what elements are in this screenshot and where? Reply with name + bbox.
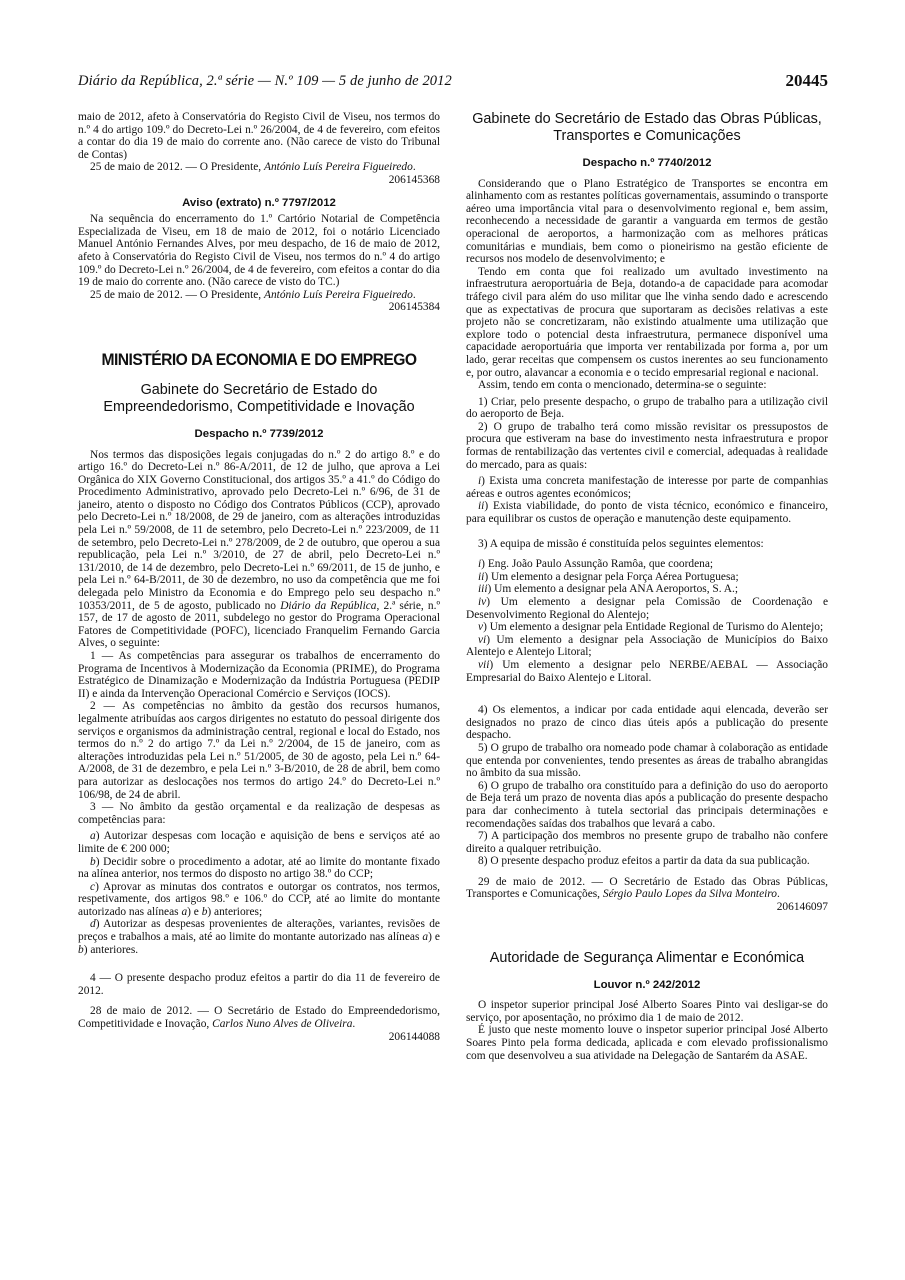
text-run-italic: Diário da República [280,599,377,612]
paragraph: 8) O presente despacho produz efeitos a partir da data da sua publicação. [478,855,810,868]
reference-number: 206146097 [776,901,828,914]
despacho-title: Despacho n.º 7740/2012 [582,157,712,169]
reference-number: 206144088 [388,1030,440,1043]
signature-line [78,1005,440,1030]
item-text: ) e [187,905,202,918]
list-item [78,856,440,881]
item-label: vi [478,633,487,646]
page-header [78,73,828,95]
paragraph: 2 — As competências no âmbito da gestão dos recursos humanos, legalmente atribuídas aos cargos dirigentes no estatuto do pessoal dirigente dos serviços e organismos da administração central, regional e local do Estado, nos termos do n.º 2 do artigo 7.º da Lei n.º 2/2004, de 15 de janeiro, com as alterações introduzidas pela Lei n.º 51/2005, de 30 de agosto, pela Lei n.º 64-A/2008, de 31 de dezembro, e pela Lei n.º 3-B/2010, de 28 de abril, bem como para autorizar as deslocações nos termos do artigo 24.º do Decreto-Lei n.º 106/98, de 24 de abril. [78,700,440,801]
paragraph: 5) O grupo de trabalho ora nomeado pode chamar à colaboração as entidade que entenda por convenientes, tendo presentes as áreas de trabalho abrangidas no âmbito da sua missão. [466,741,828,780]
paragraph: 1) Criar, pelo presente despacho, o grupo de trabalho para a utilização civil do aeroporto de Beja. [466,395,828,421]
signature-end: . [777,888,780,901]
item-label: vii [478,658,490,671]
page-number: 20445 [785,71,828,90]
paragraph: 6) O grupo de trabalho ora constituído para a definição do uso do aeroporto de Beja terá um prazo de noventa dias após a publicação do presente despacho para dar conhecimento à tutela sectorial das principais determinações e recomendações saídas dos trabalhos que levará a cabo. [466,779,828,830]
list-item [466,596,828,621]
reference-number: 206145384 [388,301,440,314]
ministry-heading: MINISTÉRIO DA ECONOMIA E DO EMPREGO [101,349,417,369]
item-text: ) anteriores; [207,905,263,918]
list-item [466,583,828,596]
item-text: ) Um elemento a designar pela ANA Aeroportos, S. A.; [487,583,739,596]
item-ref: b [201,905,208,918]
item-text: ) Um elemento a designar pela Entidade Regional de Turismo do Alentejo; [483,621,824,634]
item-text: ) Decidir sobre o procedimento a adotar, até ao limite do montante fixado na alínea anterior, nos termos do disposto no artigo 38.º do CCP; [78,855,440,881]
item-label: i [478,475,482,488]
item-text: ) Um elemento a designar pela Força Aérea Portuguesa; [484,570,739,583]
paragraph: É justo que neste momento louve o inspetor superior principal José Alberto Soares Pinto pela forma dedicada, aplicada e com elevado profissionalismo com que desenvolveu a sua atividade na Delegação de Santarém da ASAE. [466,1024,828,1062]
item-text: ) Um elemento a designar pelo NERBE/AEBAL — Associação Empresarial do Baixo Alentejo e Litoral. [466,658,828,684]
signatory-name: Sérgio Paulo Lopes da Silva Monteiro [602,888,778,901]
list-item [466,475,828,500]
paragraph: 3 — No âmbito da gestão orçamental e da realização de despesas as competências para: [78,801,440,826]
list-item [78,918,440,956]
item-ref: a [422,931,429,944]
reference-number: 206145368 [388,173,440,186]
despacho-title: Despacho n.º 7739/2012 [194,427,324,440]
item-label: ii [478,570,485,583]
list-item [466,621,828,634]
paragraph: Na sequência do encerramento do 1.º Cartório Notarial de Competência Especializada de Viseu, em 18 de maio de 2012, foi o notário Licenciado Manuel António Fernandes Alves, por meu despacho, de 16 de maio de 2012, afeto à Conservatória do Registo Civil de Viseu, nos termos do n.º 4 do artigo 109.º do Decreto-Lei n.º 26/2004, de 4 de fevereiro, com efeitos a contar do dia 19 de maio do corrente ano. (Não carece de visto do TC.) [78,213,440,289]
right-column [466,111,828,1062]
paragraph: maio de 2012, afeto à Conservatória do Registo Civil de Viseu, nos termos do n.º 4 do artigo 109.º do Decreto-Lei n.º 26/2004, de 4 de fevereiro, com efeitos a contar do dia 19 de maio do corrente ano. (Não carece de visto do Tribunal de Contas) [78,111,440,161]
signature-end: . [412,288,416,301]
item-text: ) Um elemento a designar pela Comissão de Coordenação e Desenvolvimento Regional do Alentejo; [466,596,828,621]
item-label: iii [478,583,488,596]
gabinete-heading: Gabinete do Secretário de Estado das Obras Públicas, Transportes e Comunicações [472,111,822,144]
list-item [78,881,440,919]
signature-line [78,289,440,302]
signatory-name: António Luís Pereira Figueiredo [264,161,413,174]
item-text: ) Eng. João Paulo Assunção Ramôa, que coordena; [481,558,714,571]
signature-line [466,876,828,901]
paragraph: 4) Os elementos, a indicar por cada entidade aqui elencada, deverão ser designados no prazo de cinco dias úteis após a publicação do presente despacho. [466,704,828,742]
item-text: ) Autorizar as despesas provenientes de alterações, variantes, revisões de preços e trabalhos a mais, até ao limite do montante autorizado nas alíneas [78,918,440,944]
signatory-name: Carlos Nuno Alves de Oliveira [212,1018,353,1031]
paragraph: O inspetor superior principal José Alberto Soares Pinto vai desligar-se do serviço, por aposentação, no próximo dia 1 de maio de 2012. [466,999,828,1024]
item-label: i [478,558,482,571]
journal-title: Diário da República, 2.ª série — N.º 109 — 5 de junho de 2012 [78,73,452,89]
signature-text: 25 de maio de 2012. — O Presidente, [90,161,264,174]
item-label: c [90,880,96,893]
item-text: ) Exista viabilidade, do ponto de vista técnico, económico e financeiro, para equilibrar os custos de operação e manutenção deste equipamento. [466,500,828,526]
item-ref: a [181,905,188,918]
signature-text: 29 de maio de 2012. — O Secretário de Estado das Obras Públicas, Transportes e Comunicações, [466,875,828,901]
item-text: ) Um elemento a designar pela Associação de Municípios do Baixo Alentejo e Alentejo Litoral; [466,633,828,659]
paragraph: 7) A participação dos membros no presente grupo de trabalho não confere direito a qualquer retribuição. [466,830,828,855]
paragraph: 1 — As competências para assegurar os trabalhos de encerramento do Programa de Incentivos à Modernização da Economia (PRIME), do Programa Estratégico de Dinamização e Modernização da Indústria Portuguesa (PEDIP II) e ainda da Intervenção Operacional Comércio e Serviços (IOCS). [78,650,440,700]
signature-text: 25 de maio de 2012. — O Presidente, [90,288,264,301]
item-label: b [90,855,96,868]
aviso-title: Aviso (extrato) n.º 7797/2012 [182,196,336,209]
item-label: ii [478,500,485,513]
signature-end: . [352,1018,356,1031]
text-run: Nos termos das disposições legais conjugadas do n.º 2 do artigo 8.º e do artigo 16.º do Decreto-Lei n.º 86-A/2011, de 12 de julho, que aprova a Lei Orgânica do XIX Governo Constitucional, dos artigos 35.º a 41.º do Código do Procedimento Administrativo, aprovado pelo Decreto-Lei n.º 6/96, de 31 de janeiro, atento o disposto no Código dos Contratos Públicos (CCP), aprovado pelo Decreto-Lei n.º 18/2008, de 29 de janeiro, com as alterações introduzidas pela Lei n.º 59/2008, de 11 de setembro, pelo Decreto-Lei n.º 223/2009, de 11 de setembro, pelo Decreto-Lei n.º 278/2009, de 2 de outubro, que operou a sua republicação, pela Lei n.º 3/2010, de 27 de abril, pelo Decreto-Lei n.º 131/2010, de 14 de dezembro, pelo Decreto-Lei n.º 69/2011, de 15 de junho, e pela Lei n.º 64-B/2011, de 30 de dezembro, no uso da competência que me foi delegada pelo Ministro da Economia e do Emprego pelo seu despacho n.º 10353/2011, de 5 de agosto, publicado no [78,448,440,612]
paragraph: 3) A equipa de missão é constituída pelos seguintes elementos: [478,537,764,550]
signatory-name: António Luís Pereira Figueiredo [264,288,413,301]
louvor-title: Louvor n.º 242/2012 [593,978,701,991]
item-label: a [90,830,96,843]
item-label: v [478,621,484,634]
item-text: ) anteriores. [83,943,139,956]
autoridade-heading: Autoridade de Segurança Alimentar e Económica [489,949,805,966]
item-label: d [90,918,96,931]
item-text: ) Aprovar as minutas dos contratos e outorgar os contratos, nos termos, respetivamente, dos artigos 98.º e 106.º do CCP, até ao limite do montante autorizado nas alíneas [78,880,440,918]
list-item [78,830,440,855]
paragraph: Considerando que o Plano Estratégico de Transportes se encontra em alinhamento com as restantes políticas governamentais, assumindo o transporte aéreo uma importância vital para o desenvolvimento regional e, bem assim, reconhecendo a necessidade de garantir a vanguarda em termos de gestão operacional de aeroportos, a harmonização com as melhores práticas comunitárias e mundiais, bem como o pioneirismo na gestão eficiente de recursos nos modelo de desenvolvimento; e [466,177,828,266]
list-item [466,634,828,659]
paragraph: 4 — O presente despacho produz efeitos a partir do dia 11 de fevereiro de 2012. [78,972,440,997]
text-run: , 2.ª série, n.º 157, de 17 de agosto de 2011, subdelego no gestor do Programa Operacional Fatores de Competitividade (POFC), licenciado Franquelim Fernando Garcia Alves, o seguinte: [78,599,440,650]
paragraph: Assim, tendo em conta o mencionado, determina-se o seguinte: [478,379,767,392]
list-item [466,500,828,525]
signature-end: . [412,161,416,174]
item-text: ) e [428,931,440,944]
list-item [466,571,828,584]
list-item [466,558,828,571]
paragraph: Tendo em conta que foi realizado um avultado investimento na infraestrutura aeroportuária de Beja, dotando-a de capacidade para acomodar tráfego civil para além do uso militar que lhe vinha sendo dado e acrescendo que as expectativas de procura que suportaram as decisões relativas a este projeto não se concretizaram, não existindo atualmente uma utilização que explore todo o potencial desta infraestrutura, permanece disponível uma capacidade aeroportuária que importa ver rentabilizada por forma a, por um lado, gerar receitas que compensem os custos inerentes ao seu funcionamento e, por outro, alavancar a economia e o tecido empresarial regional e nacional. [466,265,828,379]
item-text: ) Exista uma concreta manifestação de interesse por parte de companhias aéreas e outros agentes económicos; [466,475,828,500]
item-label: iv [478,596,487,608]
item-text: ) Autorizar despesas com locação e aquisição de bens e serviços até ao limite de € 200 000; [78,830,440,855]
gabinete-heading: Gabinete do Secretário de Estado do Empreendedorismo, Competitividade e Inovação [103,381,415,415]
signature-text: 28 de maio de 2012. — O Secretário de Estado do Empreendedorismo, Competitividade e Inovação, [78,1005,440,1031]
item-ref: b [78,943,84,956]
paragraph: 2) O grupo de trabalho terá como missão revisitar os pressupostos de procura que estiveram na base do investimento nesta infraestrutura e propor formas de rentabilização das vertentes civil e comercial, adequadas à realidade do mercado, para as quais: [466,420,828,471]
paragraph [78,449,440,651]
left-column [78,111,440,1043]
signature-line [78,161,440,174]
list-item [466,659,828,684]
